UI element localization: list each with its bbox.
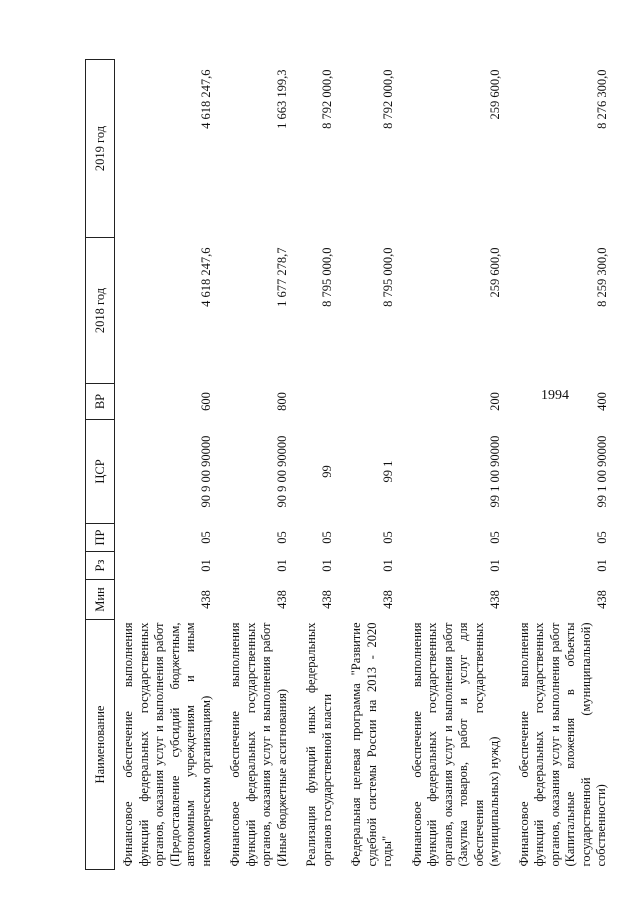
cell-csr: 90 9 00 90000 <box>199 435 213 508</box>
cell-y2019: 8 792 000,0 <box>380 69 395 129</box>
header-pr: ПР <box>86 524 115 552</box>
cell-rz: 01 <box>199 559 213 572</box>
cell-rz: 01 <box>320 559 334 572</box>
header-vr: ВР <box>86 384 115 420</box>
cell-y2019: 1 663 199,3 <box>275 69 289 129</box>
cell-vr: 400 <box>594 392 609 411</box>
cell-csr: 90 9 00 90000 <box>275 435 289 508</box>
cell-min: 438 <box>320 590 334 609</box>
cell-pr: 05 <box>594 531 609 544</box>
cell-rz: 01 <box>275 559 289 572</box>
cell-name: Федеральная целевая программа "Развитие судебной системы России на 2013 - 2020 годы" <box>349 622 394 867</box>
page-number: 1994 <box>541 388 569 403</box>
cell-rz: 01 <box>594 559 609 572</box>
cell-vr <box>298 384 343 420</box>
cell-y2019: 259 600,0 <box>487 69 502 120</box>
cell-pr: 05 <box>320 531 334 544</box>
header-name: Наименование <box>86 620 115 870</box>
cell-min: 438 <box>380 590 395 609</box>
header-min: Мин <box>86 580 115 620</box>
cell-pr: 05 <box>275 531 289 544</box>
table-row <box>115 60 223 870</box>
cell-vr: 600 <box>199 392 213 411</box>
cell-vr <box>343 384 404 420</box>
cell-name: Финансовое обеспечение выполнения функций федеральных государственных органов, оказания услуг и выполнения работ (Закупка товаров, работ и услуг для обеспечения государственных (муниципальных) нужд) <box>409 622 501 867</box>
table-row <box>343 60 404 870</box>
table-row <box>298 60 343 870</box>
cell-csr: 99 1 00 90000 <box>594 435 609 508</box>
cell-y2019: 8 276 300,0 <box>594 69 609 129</box>
cell-csr: 99 1 <box>380 460 395 483</box>
cell-rz: 01 <box>487 559 502 572</box>
cell-y2018: 4 618 247,6 <box>199 247 213 307</box>
rotated-page <box>85 50 615 870</box>
cell-vr: 800 <box>275 392 289 411</box>
cell-pr: 05 <box>199 531 213 544</box>
cell-csr: 99 1 00 90000 <box>487 435 502 508</box>
table-row <box>222 60 298 870</box>
cell-min: 438 <box>199 590 213 609</box>
cell-rz: 01 <box>380 559 395 572</box>
cell-y2018: 8 795 000,0 <box>320 247 334 307</box>
header-2019: 2019 год <box>86 60 115 238</box>
table-row <box>404 60 511 870</box>
cell-name: Финансовое обеспечение выполнения функций федеральных государственных органов, оказания услуг и выполнения работ (Иные бюджетные ассигнования) <box>228 622 289 867</box>
cell-y2018: 1 677 278,7 <box>275 247 289 307</box>
cell-name: Реализация функций иных федеральных органов государственной власти <box>304 622 334 867</box>
table-header-row <box>86 60 115 870</box>
cell-min: 438 <box>275 590 289 609</box>
cell-name: Финансовое обеспечение выполнения функций федеральных государственных органов, оказания услуг и выполнения работ (Капитальные вложения в объекты государственной (муниципальной) собственности) <box>516 622 608 867</box>
cell-csr: 99 <box>320 465 334 478</box>
cell-y2019: 8 792 000,0 <box>320 69 334 129</box>
header-rz: Рз <box>86 552 115 580</box>
cell-pr: 05 <box>487 531 502 544</box>
header-csr: ЦСР <box>86 420 115 524</box>
cell-y2019: 4 618 247,6 <box>199 69 213 129</box>
cell-name: Финансовое обеспечение выполнения функций федеральных государственных органов, оказания услуг и выполнения работ (Предоставление субсидий бюджетным, автономным учреждениям и иным некоммерческим организациям) <box>121 622 213 867</box>
table-row <box>511 60 618 870</box>
cell-y2018: 8 795 000,0 <box>380 247 395 307</box>
cell-min: 438 <box>594 590 609 609</box>
cell-y2018: 8 259 300,0 <box>594 247 609 307</box>
cell-pr: 05 <box>380 531 395 544</box>
header-2018: 2018 год <box>86 238 115 384</box>
budget-table <box>85 59 618 870</box>
cell-vr: 200 <box>487 392 502 411</box>
cell-y2018: 259 600,0 <box>487 247 502 298</box>
cell-min: 438 <box>487 590 502 609</box>
